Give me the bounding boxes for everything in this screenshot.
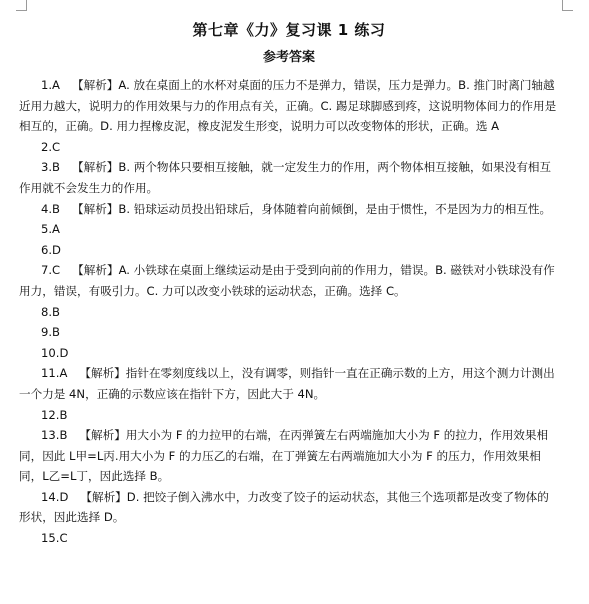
analysis-text: 用大小为 F 的力拉甲的右端，在丙弹簧左右两端施加大小为 F 的拉力，作用效果相同，因此 L甲=L丙.用大小为 F 的力压乙的右端，在丁弹簧左右两端施加大小为 F 的压力，作用效果相同，L乙=L丁，因此选择 B。	[19, 428, 549, 484]
answer-number: 2.C	[41, 139, 61, 154]
answer-item-14	[19, 487, 559, 528]
answer-item-3	[19, 157, 559, 198]
answer-item-8	[19, 302, 559, 323]
analysis-text: 指针在零刻度线以上，没有调零，则指针一直在正确示数的上方，用这个测力计测出一个力是 4N，正确的示数应该在指针下方，因此大于 4N。	[19, 366, 555, 401]
answer-item-1	[19, 75, 559, 137]
answer-number: 9.B	[41, 325, 61, 340]
answer-item-5	[19, 219, 559, 240]
analysis-text: B. 铅球运动员投出铅球后，身体随着向前倾倒，是由于惯性，不是因为力的相互性。	[118, 201, 552, 216]
answer-number: 1.A	[41, 78, 60, 92]
answer-number: 12.B	[41, 407, 68, 422]
answer-number: 5.A	[41, 222, 60, 237]
answer-number: 3.B	[41, 160, 61, 175]
answer-item-6	[19, 240, 559, 261]
page-corner-mark-right	[562, 0, 573, 11]
answer-number: 6.D	[41, 242, 61, 257]
answer-item-7	[19, 260, 559, 301]
answer-item-10	[19, 343, 559, 364]
analysis-tag: 【解析】	[79, 366, 126, 381]
analysis-tag: 【解析】	[80, 489, 127, 504]
analysis-text: B. 两个物体只要相互接触，就一定发生力的作用，两个物体相互接触，如果没有相互作用就不会发生力的作用。	[19, 160, 552, 195]
document-page	[19, 16, 559, 549]
page-title: 第七章《力》复习课 1 练习	[192, 21, 386, 39]
answer-number: 10.D	[41, 345, 69, 360]
answer-item-9	[19, 322, 559, 343]
answer-number: 11.A	[41, 366, 68, 381]
answer-number: 13.B	[41, 428, 68, 443]
answer-item-2	[19, 137, 559, 158]
answer-item-13	[19, 425, 559, 487]
analysis-text: A. 放在桌面上的水杯对桌面的压力不是弹力，错误，压力是弹力。B. 推门时离门轴越近用力越大，说明力的作用效果与力的作用点有关，正确。C. 踢足球脚感到疼，这说明物体间力的作用是相互的，正确。D. 用力捏橡皮泥，橡皮泥发生形变，说明力可以改变物体的形状，正确。选 A	[19, 78, 557, 134]
answer-number: 4.B	[41, 201, 61, 216]
page-subtitle: 参考答案	[262, 50, 315, 65]
answer-number: 7.C	[41, 263, 61, 278]
analysis-text: A. 小铁球在桌面上继续运动是由于受到向前的作用力，错误。B. 磁铁对小铁球没有作用力，错误，有吸引力。C. 力可以改变小铁球的运动状态，正确。选择 C。	[19, 263, 555, 298]
analysis-tag: 【解析】	[72, 78, 119, 92]
answer-number: 14.D	[41, 489, 69, 504]
answer-item-12	[19, 405, 559, 426]
answer-number: 15.C	[41, 531, 68, 546]
answer-item-4	[19, 199, 559, 220]
analysis-text: D. 把饺子倒入沸水中，力改变了饺子的运动状态，其他三个选项都是改变了物体的形状，因此选择 D。	[19, 489, 549, 525]
analysis-tag: 【解析】	[72, 201, 119, 216]
answer-item-15	[19, 528, 559, 549]
analysis-tag: 【解析】	[72, 263, 119, 278]
analysis-tag: 【解析】	[79, 428, 126, 443]
answer-number: 8.B	[41, 304, 61, 319]
answer-list	[19, 75, 559, 549]
page-corner-mark-left	[16, 0, 27, 11]
analysis-tag: 【解析】	[72, 160, 119, 175]
answer-item-11	[19, 363, 559, 404]
